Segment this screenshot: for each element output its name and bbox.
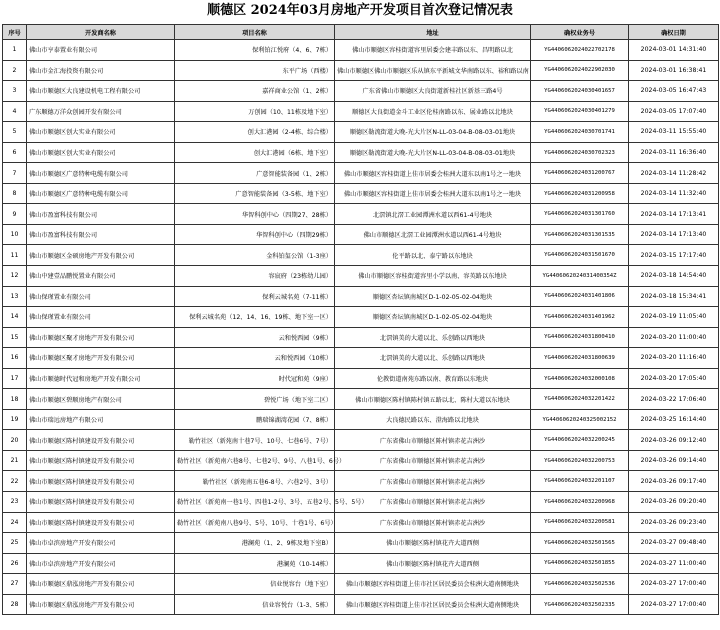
table-row <box>3 142 719 163</box>
table-row <box>3 492 719 513</box>
business-number-cell: YG4406062024031401806 <box>531 286 629 307</box>
project-cell: 勒竹社区（新苑南六巷8号、七巷2号、9号、八巷1号、6号） <box>175 450 335 471</box>
business-number-cell: YG4406062024030401279 <box>531 101 629 122</box>
developer-cell: 佛山市顺德时代冠和房地产开发有限公司 <box>27 368 175 389</box>
developer-cell: 佛山市盈富科技有限公司 <box>27 224 175 245</box>
project-cell: 云和悦西园（10栋） <box>175 348 335 369</box>
date-cell: 2024-03-11 15:55:40 <box>629 122 719 143</box>
developer-cell: 佛山市顺德区陈村镇建设开发有限公司 <box>27 450 175 471</box>
address-cell: 顺德区勒流街道大晚-光大片区N-LL-03-04-B-08-03-01地块 <box>335 122 531 143</box>
date-cell: 2024-03-20 17:05:40 <box>629 368 719 389</box>
row-number-cell: 18 <box>3 389 27 410</box>
address-cell: 广东省佛山市顺德区陈村镇赤花吉洲沙 <box>335 512 531 533</box>
date-cell: 2024-03-26 09:14:40 <box>629 450 719 471</box>
address-cell: 佛山市顺德区容桂街道容里居委会建丰路以东、昌明路以北 <box>335 40 531 61</box>
row-number-cell: 20 <box>3 430 27 451</box>
business-number-cell: YG4406062024032200581 <box>531 512 629 533</box>
project-cell: 嘉祥商业公馆（1、2栋） <box>175 81 335 102</box>
project-cell: 东平广场（西楼） <box>175 60 335 81</box>
project-cell: 港澜苑（10-14栋） <box>175 553 335 574</box>
address-cell: 顺德区勒流街道大晚-光大片区N-LL-03-04-B-08-03-01地块 <box>335 142 531 163</box>
project-cell: 勒竹社区（新苑南八巷9号、5号、10号、十巷1号、6号） <box>175 512 335 533</box>
developer-cell: 佛山市顺德区陈村镇建设开发有限公司 <box>27 512 175 533</box>
table-row <box>3 594 719 615</box>
address-cell: 佛山市顺德区陈村镇花卉大道西侧 <box>335 553 531 574</box>
address-cell: 佛山市顺德区北滘工业园潭洲水道以西61-4号地块 <box>335 224 531 245</box>
developer-cell: 佛山市瑞远房地产有限公司 <box>27 409 175 430</box>
developer-cell: 佛山市卓滨房地产开发有限公司 <box>27 533 175 554</box>
table-row <box>3 204 719 225</box>
table-row <box>3 307 719 328</box>
table-row <box>3 348 719 369</box>
date-cell: 2024-03-01 16:38:41 <box>629 60 719 81</box>
row-number-cell: 6 <box>3 142 27 163</box>
business-number-cell: YG4406062024031800410 <box>531 327 629 348</box>
developer-cell: 佛山保瑾置业有限公司 <box>27 307 175 328</box>
row-number-cell: 3 <box>3 81 27 102</box>
business-number-cell: YG4406062024031400354Z <box>531 266 629 287</box>
table-row <box>3 224 719 245</box>
table-row <box>3 163 719 184</box>
business-number-cell: YG4406062024031800639 <box>531 348 629 369</box>
address-cell: 佛山市顺德区容桂街道上佳市社区居民委员会桂洲大道南侧地块 <box>335 574 531 595</box>
address-cell: 佛山市顺德区佛山市顺德区乐从镇东平新城文华南路以东、裕和路以南 <box>335 60 531 81</box>
date-cell: 2024-03-20 11:16:40 <box>629 348 719 369</box>
row-number-cell: 26 <box>3 553 27 574</box>
business-number-cell: YG4406062024032501855 <box>531 553 629 574</box>
date-cell: 2024-03-27 11:00:40 <box>629 553 719 574</box>
table-row <box>3 40 719 61</box>
business-number-cell: YG4406062024031401962 <box>531 307 629 328</box>
project-cell: 保利铂江悦府（4、6、7栋） <box>175 40 335 61</box>
project-cell: 港澜苑（1、2、9栋及地下室B） <box>175 533 335 554</box>
developer-cell: 佛山市顺德区广意特种电缆有限公司 <box>27 183 175 204</box>
developer-cell: 佛山市顺德区广意特种电缆有限公司 <box>27 163 175 184</box>
developer-cell: 佛山市金汇海投资有限公司 <box>27 60 175 81</box>
project-cell: 保利云城名苑（12、14、16、19栋、地下室一区） <box>175 307 335 328</box>
address-cell: 佛山市顺德区容桂街道上佳市社区居民委员会桂洲大道南侧地块 <box>335 594 531 615</box>
project-cell: 金科铂玺公馆（1-3座） <box>175 245 335 266</box>
table-row <box>3 81 719 102</box>
developer-cell: 佛山市亨泰置业有限公司 <box>27 40 175 61</box>
row-number-cell: 22 <box>3 471 27 492</box>
table-row <box>3 389 719 410</box>
row-number-cell: 17 <box>3 368 27 389</box>
date-cell: 2024-03-14 17:13:41 <box>629 204 719 225</box>
business-number-cell: YG4406062024032000108 <box>531 368 629 389</box>
date-cell: 2024-03-26 09:17:40 <box>629 471 719 492</box>
business-number-cell: YG4406062024032502536 <box>531 574 629 595</box>
project-cell: 鹏瑞锦湖湾花园（7、8栋） <box>175 409 335 430</box>
business-number-cell: YG4406062024031200958 <box>531 183 629 204</box>
row-number-cell: 1 <box>3 40 27 61</box>
table-row <box>3 368 719 389</box>
address-cell: 广东省佛山市顺德区大良街道新桂社区新基三路4号 <box>335 81 531 102</box>
business-number-cell: YG4406062024030401657 <box>531 81 629 102</box>
page-title: 顺德区 2024年03月房地产开发项目首次登记情况表 <box>207 3 513 18</box>
developer-cell: 广东顺德万洋众创园开发有限公司 <box>27 101 175 122</box>
table-row <box>3 245 719 266</box>
business-number-cell: YG4406062024031501670 <box>531 245 629 266</box>
developer-cell: 佛山市顺德区陈村镇建设开发有限公司 <box>27 492 175 513</box>
business-number-cell: YG4406062024032201422 <box>531 389 629 410</box>
date-cell: 2024-03-27 09:48:40 <box>629 533 719 554</box>
developer-cell: 佛山市顺德区创大实业有限公司 <box>27 122 175 143</box>
business-number-cell: YG4406062024032201107 <box>531 471 629 492</box>
project-cell: 云和悦西园（9栋） <box>175 327 335 348</box>
table-row <box>3 327 719 348</box>
date-cell: 2024-03-27 17:00:40 <box>629 594 719 615</box>
developer-cell: 佛山市顺德区聚才房地产开发有限公司 <box>27 327 175 348</box>
date-cell: 2024-03-25 16:14:40 <box>629 409 719 430</box>
row-number-cell: 7 <box>3 163 27 184</box>
row-number-cell: 5 <box>3 122 27 143</box>
date-cell: 2024-03-15 17:17:40 <box>629 245 719 266</box>
address-cell: 顺德区杏坛镇南城区D-1-02-05-02-04地块 <box>335 286 531 307</box>
developer-cell: 佛山市顺德区陈村镇建设开发有限公司 <box>27 430 175 451</box>
row-number-cell: 28 <box>3 594 27 615</box>
developer-cell: 佛山保瑾置业有限公司 <box>27 286 175 307</box>
business-number-cell: YG4406062024032501565 <box>531 533 629 554</box>
developer-cell: 佛山市顺德区鼎泓房地产开发有限公司 <box>27 574 175 595</box>
project-cell: 广意智能装备园（1、2栋） <box>175 163 335 184</box>
date-cell: 2024-03-18 14:54:40 <box>629 266 719 287</box>
developer-cell: 佛山市顺德区陈村镇建设开发有限公司 <box>27 471 175 492</box>
table-row <box>3 183 719 204</box>
project-cell: 信业容悦台（1-3、5栋） <box>175 594 335 615</box>
date-cell: 2024-03-26 09:20:40 <box>629 492 719 513</box>
address-cell: 佛山市顺德区陈村镇花卉大道西侧 <box>335 533 531 554</box>
address-cell: 广东省佛山市顺德区陈村镇赤花吉洲沙 <box>335 430 531 451</box>
business-number-cell: YG44060620240325002152 <box>531 409 629 430</box>
address-cell: 北滘镇美的大道以北、乐创路以西地块 <box>335 348 531 369</box>
business-number-cell: YG4406062024030702323 <box>531 142 629 163</box>
address-cell: 佛山市顺德区陈村镇陈村镇五路以北、陈村大道以东地块 <box>335 389 531 410</box>
address-cell: 广东省佛山市顺德区陈村镇赤花吉洲沙 <box>335 492 531 513</box>
business-number-cell: YG4406062024032200968 <box>531 492 629 513</box>
row-number-cell: 10 <box>3 224 27 245</box>
row-number-cell: 16 <box>3 348 27 369</box>
date-cell: 2024-03-22 17:06:40 <box>629 389 719 410</box>
address-cell: 佛山市顺德区容桂街道上佳市居委会桂洲大道东以南1号之一地块 <box>335 183 531 204</box>
business-number-cell: YG4406062024031200767 <box>531 163 629 184</box>
table-row <box>3 409 719 430</box>
address-cell: 大良德民路以东、澄海路以北地块 <box>335 409 531 430</box>
date-cell: 2024-03-05 17:07:40 <box>629 101 719 122</box>
table-row <box>3 101 719 122</box>
column-header: 确权业务号 <box>531 25 629 40</box>
date-cell: 2024-03-19 11:05:40 <box>629 307 719 328</box>
date-cell: 2024-03-05 16:47:43 <box>629 81 719 102</box>
developer-cell: 佛山中建壹品鹏悦置业有限公司 <box>27 266 175 287</box>
developer-cell: 佛山市顺德区鼎泓房地产开发有限公司 <box>27 594 175 615</box>
developer-cell: 佛山市顺德区创大实业有限公司 <box>27 142 175 163</box>
row-number-cell: 4 <box>3 101 27 122</box>
project-cell: 保利云城名苑（7-11栋） <box>175 286 335 307</box>
row-number-cell: 23 <box>3 492 27 513</box>
address-cell: 佛山市顺德区容桂街道容里小学以南、容英路以东地块 <box>335 266 531 287</box>
project-cell: 勒竹社区（新苑南十巷7号、10号、七巷6号、7号） <box>175 430 335 451</box>
address-cell: 伦教街道南苑东路以南、教育路以东地块 <box>335 368 531 389</box>
table-row <box>3 512 719 533</box>
table-row <box>3 122 719 143</box>
project-cell: 碧悦广场（地下室二区） <box>175 389 335 410</box>
date-cell: 2024-03-18 15:34:41 <box>629 286 719 307</box>
row-number-cell: 9 <box>3 204 27 225</box>
address-cell: 顺德区杏坛镇南城区D-1-02-05-02-04地块 <box>335 307 531 328</box>
project-cell: 勒竹社区（新苑南一巷1号、四巷1-2号、3号、五巷2号、5号、5号） <box>175 492 335 513</box>
address-cell: 顺德区大良街道金斗工业区伦桂南路以东、展业路以北地块 <box>335 101 531 122</box>
project-cell: 广意智能装备园（3-5栋、地下室） <box>175 183 335 204</box>
table-row <box>3 553 719 574</box>
row-number-cell: 24 <box>3 512 27 533</box>
table-row <box>3 266 719 287</box>
date-cell: 2024-03-26 09:12:40 <box>629 430 719 451</box>
project-cell: 创大汇港园（6栋、地下室） <box>175 142 335 163</box>
project-cell: 华智科创中心（四期29栋） <box>175 224 335 245</box>
row-number-cell: 11 <box>3 245 27 266</box>
date-cell: 2024-03-01 14:31:40 <box>629 40 719 61</box>
business-number-cell: YG4406062024030701741 <box>531 122 629 143</box>
date-cell: 2024-03-11 16:36:40 <box>629 142 719 163</box>
row-number-cell: 27 <box>3 574 27 595</box>
table-row <box>3 574 719 595</box>
address-cell: 北滘镇北滘工业园潭洲水道以西61-4号地块 <box>335 204 531 225</box>
address-cell: 广东省佛山市顺德区陈村镇赤花吉洲沙 <box>335 471 531 492</box>
date-cell: 2024-03-14 11:28:42 <box>629 163 719 184</box>
project-cell: 万创园（10、11栋及地下室） <box>175 101 335 122</box>
date-cell: 2024-03-14 11:32:40 <box>629 183 719 204</box>
date-cell: 2024-03-14 17:13:40 <box>629 224 719 245</box>
address-cell: 北滘镇美的大道以北、乐创路以西地块 <box>335 327 531 348</box>
address-cell: 伦平路以北、泰宁路以东地块 <box>335 245 531 266</box>
business-number-cell: YG4406062024032502335 <box>531 594 629 615</box>
row-number-cell: 15 <box>3 327 27 348</box>
developer-cell: 佛山市顺德区大良建设机电工程有限公司 <box>27 81 175 102</box>
business-number-cell: YG4406062024032200245 <box>531 430 629 451</box>
table-row <box>3 60 719 81</box>
column-header: 项目名称 <box>175 25 335 40</box>
row-number-cell: 2 <box>3 60 27 81</box>
date-cell: 2024-03-27 17:00:40 <box>629 574 719 595</box>
date-cell: 2024-03-26 09:23:40 <box>629 512 719 533</box>
table-row <box>3 286 719 307</box>
address-cell: 广东省佛山市顺德区陈村镇赤花吉洲沙 <box>335 450 531 471</box>
project-cell: 容宸府（23栋幼儿园） <box>175 266 335 287</box>
row-number-cell: 13 <box>3 286 27 307</box>
business-number-cell: YG4406062024031301760 <box>531 204 629 225</box>
row-number-cell: 25 <box>3 533 27 554</box>
row-number-cell: 8 <box>3 183 27 204</box>
developer-cell: 佛山市卓滨房地产开发有限公司 <box>27 553 175 574</box>
address-cell: 佛山市顺德区容桂街道上佳市居委会桂洲大道东以南1号之一地块 <box>335 163 531 184</box>
table-row <box>3 450 719 471</box>
date-cell: 2024-03-20 11:00:40 <box>629 327 719 348</box>
business-number-cell: YG4406062024032200753 <box>531 450 629 471</box>
row-number-cell: 19 <box>3 409 27 430</box>
row-number-cell: 12 <box>3 266 27 287</box>
column-header: 开发商名称 <box>27 25 175 40</box>
project-cell: 时代冠和苑（9座） <box>175 368 335 389</box>
column-header: 确权日期 <box>629 25 719 40</box>
developer-cell: 佛山市顺德区聚才房地产开发有限公司 <box>27 348 175 369</box>
project-cell: 信业悦容台（地下室） <box>175 574 335 595</box>
project-cell: 华智科创中心（四期27、28栋） <box>175 204 335 225</box>
table-row <box>3 471 719 492</box>
column-header: 序号 <box>3 25 27 40</box>
row-number-cell: 14 <box>3 307 27 328</box>
registration-table <box>2 24 719 615</box>
business-number-cell: YG4406062024022902030 <box>531 60 629 81</box>
column-header: 地址 <box>335 25 531 40</box>
row-number-cell: 21 <box>3 450 27 471</box>
developer-cell: 佛山市顺德区金硕房地产开发有限公司 <box>27 245 175 266</box>
table-header-row <box>3 25 719 40</box>
developer-cell: 佛山市盈富科技有限公司 <box>27 204 175 225</box>
project-cell: 勒竹社区（新苑南五巷6-8号、六巷2号、3号） <box>175 471 335 492</box>
table-row <box>3 430 719 451</box>
business-number-cell: YG4406062024031301535 <box>531 224 629 245</box>
business-number-cell: YG4406062024022702178 <box>531 40 629 61</box>
table-row <box>3 533 719 554</box>
project-cell: 创大汇港园（2-4栋、综合楼） <box>175 122 335 143</box>
developer-cell: 佛山市顺德区碧顺房地产有限公司 <box>27 389 175 410</box>
